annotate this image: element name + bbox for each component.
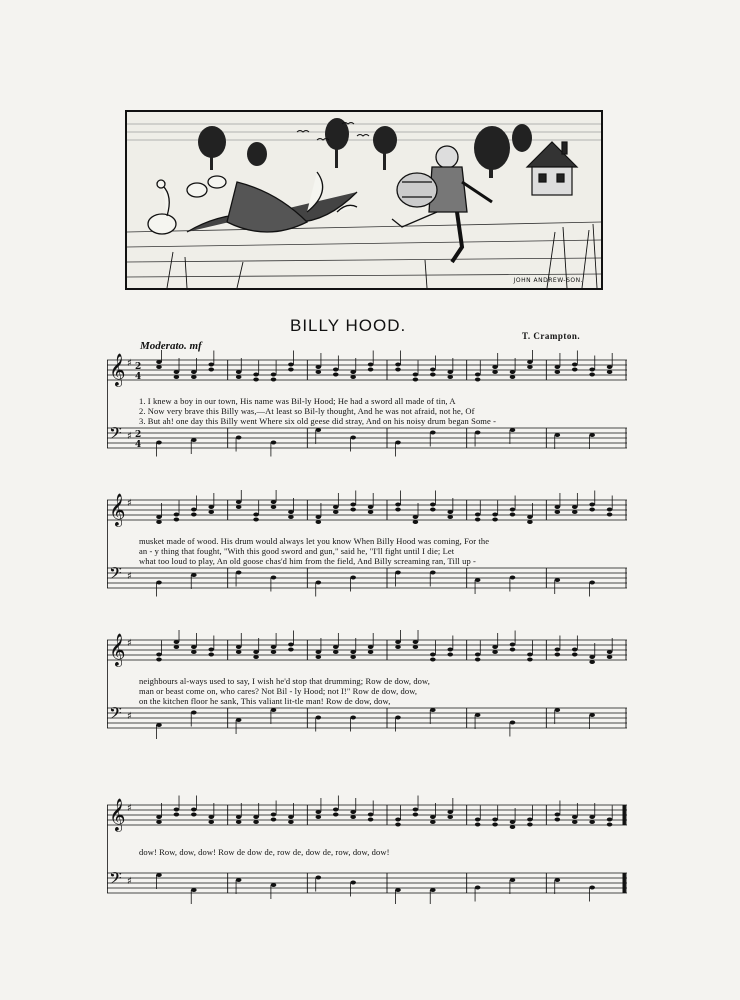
notehead (288, 363, 294, 367)
notehead (555, 708, 561, 712)
music-system-3 (107, 630, 627, 760)
notehead (350, 503, 356, 507)
illustration-drawing (127, 112, 601, 288)
notehead (156, 441, 162, 445)
notehead (510, 508, 516, 512)
notehead (492, 370, 498, 374)
notehead (510, 878, 516, 882)
notehead (475, 823, 481, 827)
notehead (413, 373, 419, 377)
notehead (447, 375, 453, 379)
notehead (208, 368, 214, 372)
notehead (253, 378, 259, 382)
notehead (475, 518, 481, 522)
lyric-line-verse-2: man or beast come on, who cares? Not Bil - ly Hood; not I!" Row de dow, dow, (139, 686, 418, 696)
notehead (253, 373, 259, 377)
notehead (156, 365, 162, 369)
notehead (572, 505, 578, 509)
notehead (333, 505, 339, 509)
notehead (236, 820, 242, 824)
notehead (527, 360, 533, 364)
notehead (253, 820, 259, 824)
notehead (475, 373, 481, 377)
notehead (191, 573, 197, 577)
treble-clef: 𝄞 (109, 353, 126, 386)
notehead (475, 378, 481, 382)
notehead (555, 365, 561, 369)
notehead (156, 815, 162, 819)
notehead (368, 363, 374, 367)
notehead (430, 888, 436, 892)
notehead (156, 360, 162, 364)
notehead (208, 648, 214, 652)
notehead (333, 645, 339, 649)
staff-notation (107, 795, 627, 925)
notehead (288, 648, 294, 652)
notehead (350, 655, 356, 659)
lyric-line-verse-1: musket made of wood. His drum would always let you know When Billy Hood was coming, For the (139, 536, 490, 546)
notehead (316, 370, 322, 374)
bass-clef: 𝄢 (109, 423, 122, 447)
notehead (527, 823, 533, 827)
notehead (395, 823, 401, 827)
notehead (253, 650, 259, 654)
notehead (492, 365, 498, 369)
notehead (572, 653, 578, 657)
engraver-signature: JOHN ANDREW-SON. (513, 277, 583, 284)
key-signature-sharp: ♯ (127, 803, 132, 814)
notehead (174, 645, 180, 649)
notehead (271, 650, 277, 654)
notehead (350, 650, 356, 654)
notehead (395, 508, 401, 512)
lyric-line-verse-3: 3. But ah! one day this Billy went Where six old geese did stray, And on his noisy drum began Some - (139, 416, 497, 426)
notehead (253, 815, 259, 819)
notehead (368, 505, 374, 509)
notehead (333, 510, 339, 514)
notehead (589, 581, 595, 585)
key-signature-sharp: ♯ (127, 571, 132, 582)
notehead (572, 820, 578, 824)
lyric-line-verse-1: 1. I knew a boy in our town, His name was Bil-ly Hood; He had a sword all made of tin, A (139, 396, 456, 406)
notehead (271, 818, 277, 822)
time-signature: 2 (135, 362, 142, 372)
notehead (333, 368, 339, 372)
notehead (475, 653, 481, 657)
notehead (555, 648, 561, 652)
notehead (350, 815, 356, 819)
notehead (208, 510, 214, 514)
notehead (271, 378, 277, 382)
notehead (572, 648, 578, 652)
notehead (430, 503, 436, 507)
bass-clef: 𝄢 (109, 703, 122, 727)
notehead (156, 581, 162, 585)
treble-clef: 𝄞 (109, 493, 126, 526)
notehead (174, 370, 180, 374)
notehead (430, 815, 436, 819)
notehead (589, 713, 595, 717)
notehead (288, 643, 294, 647)
notehead (236, 718, 242, 722)
notehead (316, 365, 322, 369)
notehead (174, 813, 180, 817)
notehead (607, 823, 613, 827)
notehead (572, 363, 578, 367)
notehead (447, 510, 453, 514)
notehead (475, 818, 481, 822)
time-signature: 4 (135, 372, 142, 382)
notehead (191, 808, 197, 812)
notehead (208, 820, 214, 824)
notehead (555, 505, 561, 509)
notehead (413, 520, 419, 524)
notehead (555, 578, 561, 582)
notehead (271, 373, 277, 377)
notehead (271, 883, 277, 887)
notehead (208, 653, 214, 657)
notehead (447, 370, 453, 374)
notehead (447, 810, 453, 814)
notehead (555, 510, 561, 514)
notehead (510, 370, 516, 374)
notehead (555, 370, 561, 374)
notehead (316, 876, 322, 880)
notehead (492, 823, 498, 827)
notehead (333, 813, 339, 817)
notehead (527, 365, 533, 369)
notehead (156, 515, 162, 519)
notehead (350, 508, 356, 512)
notehead (191, 711, 197, 715)
notehead (271, 708, 277, 712)
notehead (492, 513, 498, 517)
lyric-line-refrain: dow! Row, dow, dow! Row de dow de, row de, dow de, row, dow, dow! (139, 847, 390, 857)
bass-clef: 𝄢 (109, 563, 122, 587)
notehead (607, 370, 613, 374)
time-signature: 4 (135, 440, 142, 450)
notehead (447, 815, 453, 819)
notehead (607, 508, 613, 512)
notehead (589, 815, 595, 819)
notehead (430, 508, 436, 512)
notehead (589, 655, 595, 659)
notehead (368, 650, 374, 654)
notehead (316, 650, 322, 654)
notehead (413, 515, 419, 519)
notehead (236, 645, 242, 649)
notehead (510, 375, 516, 379)
notehead (492, 645, 498, 649)
notehead (572, 510, 578, 514)
time-signature: 2 (135, 430, 142, 440)
notehead (475, 713, 481, 717)
notehead (350, 576, 356, 580)
notehead (413, 813, 419, 817)
notehead (395, 888, 401, 892)
notehead (316, 520, 322, 524)
notehead (333, 808, 339, 812)
lyric-line-verse-2: an - y thing that fought, "With this good sword and gun," said he, "I'll fight until I die; Let (139, 546, 455, 556)
notehead (316, 655, 322, 659)
composer-credit: T. Crampton. (522, 331, 581, 341)
notehead (350, 716, 356, 720)
notehead (368, 510, 374, 514)
notehead (236, 650, 242, 654)
notehead (191, 508, 197, 512)
notehead (236, 375, 242, 379)
music-system-2 (107, 490, 627, 620)
notehead (413, 378, 419, 382)
notehead (288, 820, 294, 824)
notehead (253, 655, 259, 659)
notehead (510, 576, 516, 580)
notehead (174, 375, 180, 379)
notehead (316, 428, 322, 432)
notehead (333, 373, 339, 377)
tempo-marking: Moderato. mf (140, 340, 202, 352)
notehead (368, 645, 374, 649)
notehead (236, 370, 242, 374)
notehead (555, 653, 561, 657)
notehead (555, 878, 561, 882)
notehead (492, 518, 498, 522)
notehead (350, 375, 356, 379)
notehead (607, 818, 613, 822)
notehead (271, 576, 277, 580)
notehead (447, 648, 453, 652)
notehead (510, 648, 516, 652)
notehead (191, 650, 197, 654)
notehead (316, 716, 322, 720)
notehead (589, 373, 595, 377)
notehead (156, 653, 162, 657)
notehead (475, 578, 481, 582)
notehead (350, 881, 356, 885)
notehead (191, 438, 197, 442)
notehead (447, 653, 453, 657)
notehead (191, 513, 197, 517)
notehead (191, 645, 197, 649)
notehead (236, 878, 242, 882)
notehead (589, 886, 595, 890)
notehead (156, 820, 162, 824)
notehead (350, 370, 356, 374)
notehead (236, 815, 242, 819)
notehead (430, 373, 436, 377)
notehead (271, 645, 277, 649)
notehead (527, 658, 533, 662)
song-title: BILLY HOOD. (290, 316, 407, 335)
notehead (527, 520, 533, 524)
notehead (475, 886, 481, 890)
notehead (368, 813, 374, 817)
notehead (395, 363, 401, 367)
notehead (555, 433, 561, 437)
notehead (156, 723, 162, 727)
notehead (395, 368, 401, 372)
notehead (395, 441, 401, 445)
notehead (607, 513, 613, 517)
notehead (589, 820, 595, 824)
key-signature-sharp: ♯ (127, 876, 132, 887)
notehead (316, 581, 322, 585)
notehead (413, 645, 419, 649)
key-signature-sharp: ♯ (127, 358, 132, 369)
notehead (510, 513, 516, 517)
notehead (316, 515, 322, 519)
notehead (191, 370, 197, 374)
notehead (572, 368, 578, 372)
notehead (156, 658, 162, 662)
notehead (395, 503, 401, 507)
notehead (271, 505, 277, 509)
notehead (555, 818, 561, 822)
notehead (288, 510, 294, 514)
lyric-line-verse-3: on the kitchen floor he sank, This valiant lit-tle man! Row de dow, dow, (139, 696, 391, 706)
notehead (208, 505, 214, 509)
lyric-line-verse-3: what too loud to play, An old goose chas'd him from the field, And Billy screaming ran, Till up - (139, 556, 476, 566)
treble-clef: 𝄞 (109, 633, 126, 666)
notehead (156, 873, 162, 877)
key-signature-sharp: ♯ (127, 498, 132, 509)
engraving-boy-chased-by-geese (125, 110, 603, 290)
notehead (174, 640, 180, 644)
notehead (589, 508, 595, 512)
notehead (527, 515, 533, 519)
notehead (607, 650, 613, 654)
notehead (430, 571, 436, 575)
notehead (174, 808, 180, 812)
notehead (253, 518, 259, 522)
notehead (236, 500, 242, 504)
key-signature-sharp: ♯ (127, 638, 132, 649)
notehead (236, 571, 242, 575)
notehead (350, 810, 356, 814)
notehead (253, 513, 259, 517)
notehead (191, 375, 197, 379)
notehead (475, 431, 481, 435)
notehead (510, 820, 516, 824)
notehead (395, 571, 401, 575)
notehead (208, 815, 214, 819)
key-signature-sharp: ♯ (127, 711, 132, 722)
notehead (271, 441, 277, 445)
notehead (430, 658, 436, 662)
notehead (316, 815, 322, 819)
notehead (174, 518, 180, 522)
key-signature-sharp: ♯ (127, 431, 132, 442)
notehead (510, 428, 516, 432)
notehead (191, 888, 197, 892)
notehead (271, 813, 277, 817)
lyric-line-verse-2: 2. Now very brave this Billy was,—At least so Bil-ly thought, And he was not afraid, not he, Of (139, 406, 475, 416)
notehead (316, 810, 322, 814)
notehead (589, 368, 595, 372)
notehead (492, 650, 498, 654)
lyric-line-verse-1: neighbours al-ways used to say, I wish he'd stop that drumming; Row de dow, dow, (139, 676, 430, 686)
notehead (191, 813, 197, 817)
notehead (527, 818, 533, 822)
notehead (288, 815, 294, 819)
notehead (430, 368, 436, 372)
bass-clef: 𝄢 (109, 868, 122, 892)
notehead (333, 650, 339, 654)
notehead (492, 818, 498, 822)
notehead (236, 505, 242, 509)
notehead (236, 436, 242, 440)
notehead (589, 660, 595, 664)
notehead (510, 721, 516, 725)
notehead (430, 708, 436, 712)
notehead (395, 645, 401, 649)
notehead (271, 500, 277, 504)
notehead (607, 365, 613, 369)
notehead (527, 653, 533, 657)
notehead (589, 433, 595, 437)
notehead (607, 655, 613, 659)
notehead (555, 813, 561, 817)
notehead (395, 716, 401, 720)
notehead (589, 503, 595, 507)
notehead (447, 515, 453, 519)
notehead (368, 818, 374, 822)
notehead (510, 643, 516, 647)
notehead (413, 640, 419, 644)
notehead (475, 513, 481, 517)
notehead (368, 368, 374, 372)
notehead (413, 808, 419, 812)
notehead (510, 825, 516, 829)
notehead (430, 820, 436, 824)
notehead (475, 658, 481, 662)
notehead (208, 363, 214, 367)
notehead (572, 815, 578, 819)
notehead (395, 818, 401, 822)
music-system-1 (107, 350, 627, 480)
notehead (288, 515, 294, 519)
notehead (350, 436, 356, 440)
notehead (430, 653, 436, 657)
notehead (174, 513, 180, 517)
notehead (288, 368, 294, 372)
notehead (430, 431, 436, 435)
music-system-4 (107, 795, 627, 925)
notehead (156, 520, 162, 524)
notehead (395, 640, 401, 644)
treble-clef: 𝄞 (109, 798, 126, 831)
